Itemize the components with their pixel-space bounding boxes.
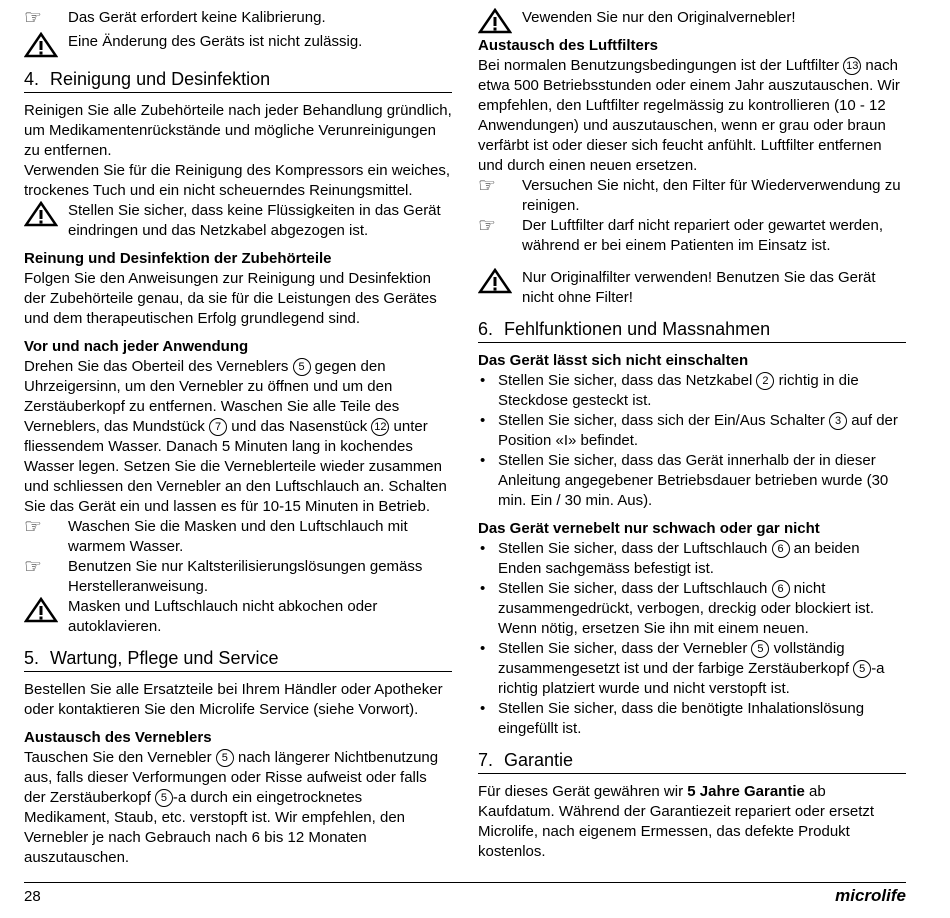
subheading: Das Gerät vernebelt nur schwach oder gar nicht: [478, 520, 820, 537]
text-run: Stellen Sie sicher, dass das Netzkabel: [498, 372, 753, 389]
part-number-badge: 5: [751, 640, 769, 658]
text-run: auf der Position «I» befindet.: [498, 412, 898, 449]
section-title: Wartung, Pflege und Service: [50, 648, 279, 668]
subheading: Austausch des Verneblers: [24, 729, 212, 746]
warning-note: [478, 8, 906, 34]
text-run: ab Kaufdatum. Während der Garantiezeit repariert oder ersetzt Microlife, nach eigenem Ermessen, das defekte Produkt kostenlos.: [478, 783, 875, 860]
list-item: [478, 639, 906, 699]
paragraph: Reinigen Sie alle Zubehörteile nach jeder Behandlung gründlich, um Medikamentenrückstände und mögliche Verunreinigungen zu entfernen.: [24, 102, 452, 159]
warning-icon: [478, 268, 522, 294]
part-number-badge: 5: [155, 789, 173, 807]
section-heading-5: [24, 647, 452, 672]
section-title: Garantie: [504, 750, 574, 770]
section-number: 7.: [478, 750, 494, 770]
warning-icon: [24, 597, 68, 623]
hand-note: [24, 557, 452, 597]
hand-note: [24, 8, 452, 28]
pointing-hand-icon: ☞: [478, 175, 496, 197]
list-item: [478, 371, 906, 411]
hand-note: [24, 517, 452, 557]
right-column: [478, 8, 906, 862]
warning-icon: [24, 201, 68, 227]
pointing-hand-icon: ☞: [24, 556, 42, 578]
text-run: Für dieses Gerät gewähren wir: [478, 783, 684, 800]
warning-text: Stellen Sie sicher, dass keine Flüssigkeiten in das Gerät eindringen und das Netzkabel abgezogen ist.: [68, 202, 441, 239]
pointing-hand-icon: ☞: [24, 7, 42, 29]
text-run: und das Nasenstück: [231, 418, 368, 435]
section-number: 5.: [24, 648, 40, 668]
text-run: -a richtig platziert wurde und nicht verstopft ist.: [498, 660, 885, 697]
part-number-badge: 12: [371, 418, 389, 436]
text-run: Stellen Sie sicher, dass der Vernebler: [498, 640, 748, 657]
page-number: 28: [24, 888, 41, 905]
part-number-badge: 7: [209, 418, 227, 436]
paragraph: [24, 748, 452, 868]
part-number-badge: 6: [772, 580, 790, 598]
section-number: 4.: [24, 69, 40, 89]
text-run: Bei normalen Benutzungsbedingungen ist der Luftfilter: [478, 57, 840, 74]
warning-text: Nur Originalfilter verwenden! Benutzen Sie das Gerät nicht ohne Filter!: [522, 269, 876, 306]
part-number-badge: 6: [772, 540, 790, 558]
text-run: Stellen Sie sicher, dass sich der Ein/Aus Schalter: [498, 412, 825, 429]
text-run: Stellen Sie sicher, dass der Luftschlauch: [498, 580, 768, 597]
text-run: Tauschen Sie den Vernebler: [24, 749, 212, 766]
note-text: Benutzen Sie nur Kaltsterilisierungslösungen gemäss Herstelleranweisung.: [68, 558, 423, 595]
left-column: [24, 8, 452, 868]
paragraph: [478, 782, 906, 862]
paragraph: Folgen Sie den Anweisungen zur Reinigung und Desinfektion der Zubehörteile genau, da sie für die Leistungen des Gerätes und dem therapeutischen Erfolg grundlegend sind.: [24, 270, 437, 327]
list-item: • Stellen Sie sicher, dass das Gerät innerhalb der in dieser Anleitung angegebener Betriebsdauer betrieben wurde (30 min. Ein / 30 min. Aus).: [478, 451, 906, 511]
section-heading-4: [24, 68, 452, 93]
paragraph: [478, 56, 906, 176]
text-run: nicht zusammengedrückt, verbogen, dreckig oder blockiert ist. Wenn nötig, ersetzen Sie ihn mit einem neuen.: [498, 580, 875, 637]
paragraph: [24, 357, 452, 517]
note-text: Das Gerät erfordert keine Kalibrierung.: [68, 9, 326, 26]
warning-icon: [478, 8, 522, 34]
subheading: Austausch des Luftfilters: [478, 37, 659, 54]
text-run: nach längerer Nichtbenutzung aus, falls dieser Verformungen oder Risse aufweist oder falls der Zerstäuberkopf: [24, 749, 439, 806]
pointing-hand-icon: ☞: [478, 215, 496, 237]
subheading: Das Gerät lässt sich nicht einschalten: [478, 352, 749, 369]
brand-logo: microlife: [835, 886, 906, 905]
text-run: vollständig zusammengesetzt ist und der farbige Zerstäuberkopf: [498, 640, 850, 677]
text-run: nach etwa 500 Betriebsstunden oder einem Jahr auszutauschen. Wir empfehlen, den Luftfilter regelmässig zu kontrollieren (10 - 12 Anwendungen) und auszutauschen, wenn er grau oder braun verfärbt ist oder dieser sich feucht anfühlt. Luftfilter entfernen und durch einen neuen ersetzen.: [478, 57, 900, 174]
page-footer: [24, 882, 906, 905]
paragraph: Verwenden Sie für die Reinigung des Kompressors ein weiches, trockenes Tuch und ein nicht scheuerndes Reinungsmittel.: [24, 162, 451, 199]
text-run: richtig in die Steckdose gesteckt ist.: [498, 372, 859, 409]
section-heading-7: [478, 749, 906, 774]
note-text: Der Luftfilter darf nicht repariert oder gewartet werden, während er bei einem Patienten im Einsatz ist.: [522, 217, 884, 254]
warning-note: [24, 201, 452, 241]
note-text: Versuchen Sie nicht, den Filter für Wiederverwendung zu reinigen.: [522, 177, 901, 214]
section-title: Reinigung und Desinfektion: [50, 69, 271, 89]
section-title: Fehlfunktionen und Massnahmen: [504, 319, 771, 339]
note-text: Waschen Sie die Masken und den Luftschlauch mit warmem Wasser.: [68, 518, 408, 555]
paragraph: Bestellen Sie alle Ersatzteile bei Ihrem Händler oder Apotheker oder kontaktieren Sie den Microlife Service (siehe Vorwort).: [24, 681, 443, 718]
section-heading-6: [478, 318, 906, 343]
text-run: an beiden Enden sachgemäss befestigt ist.: [498, 540, 860, 577]
warning-text: Eine Änderung des Geräts ist nicht zulässig.: [68, 33, 363, 50]
warning-text: Vewenden Sie nur den Originalvernebler!: [522, 9, 796, 26]
list-item: [478, 411, 906, 451]
part-number-badge: 5: [853, 660, 871, 678]
subheading: Reinung und Desinfektion der Zubehörteile: [24, 250, 332, 267]
text-run: gegen den Uhrzeigersinn, um den Vernebler zu öffnen und um den Zerstäuberkopf zu entfernen. Waschen Sie alle Teile des Verneblers, das Mundstück: [24, 358, 400, 435]
part-number-badge: 2: [756, 372, 774, 390]
text-run: unter fliessendem Wasser. Danach 5 Minuten lang in kochendes Wasser legen. Setzen Sie die Verneblerteile wieder zusammen und schliessen den Vernebler an den Luftschlauch an. Schalten Sie das Gerät ein und lassen es für 10-15 Minuten in Betrieb.: [24, 418, 447, 515]
pointing-hand-icon: ☞: [24, 516, 42, 538]
warning-note: [24, 32, 452, 58]
part-number-badge: 5: [293, 358, 311, 376]
warning-note: [24, 597, 452, 637]
warning-note: [478, 268, 906, 308]
bullet-list: [478, 539, 906, 739]
hand-note: [478, 176, 906, 216]
list-item: • Stellen Sie sicher, dass die benötigte Inhalationslösung eingefüllt ist.: [478, 699, 906, 739]
section-number: 6.: [478, 319, 494, 339]
text-run: Stellen Sie sicher, dass der Luftschlauch: [498, 540, 768, 557]
bold-text: 5 Jahre Garantie: [687, 783, 805, 800]
part-number-badge: 3: [829, 412, 847, 430]
bullet-list: [478, 371, 906, 511]
part-number-badge: 13: [843, 57, 861, 75]
subheading: Vor und nach jeder Anwendung: [24, 338, 249, 355]
list-item: [478, 539, 906, 579]
text-run: -a durch ein eingetrocknetes Medikament, Staub, etc. verstopft ist. Wir empfehlen, den Vernebler je nach Gebrauch nach 6 bis 12 Monaten auszutauschen.: [24, 789, 406, 866]
part-number-badge: 5: [216, 749, 234, 767]
warning-icon: [24, 32, 68, 58]
warning-text: Masken und Luftschlauch nicht abkochen oder autoklavieren.: [68, 598, 378, 635]
text-run: Drehen Sie das Oberteil des Verneblers: [24, 358, 289, 375]
hand-note: [478, 216, 906, 256]
list-item: [478, 579, 906, 639]
